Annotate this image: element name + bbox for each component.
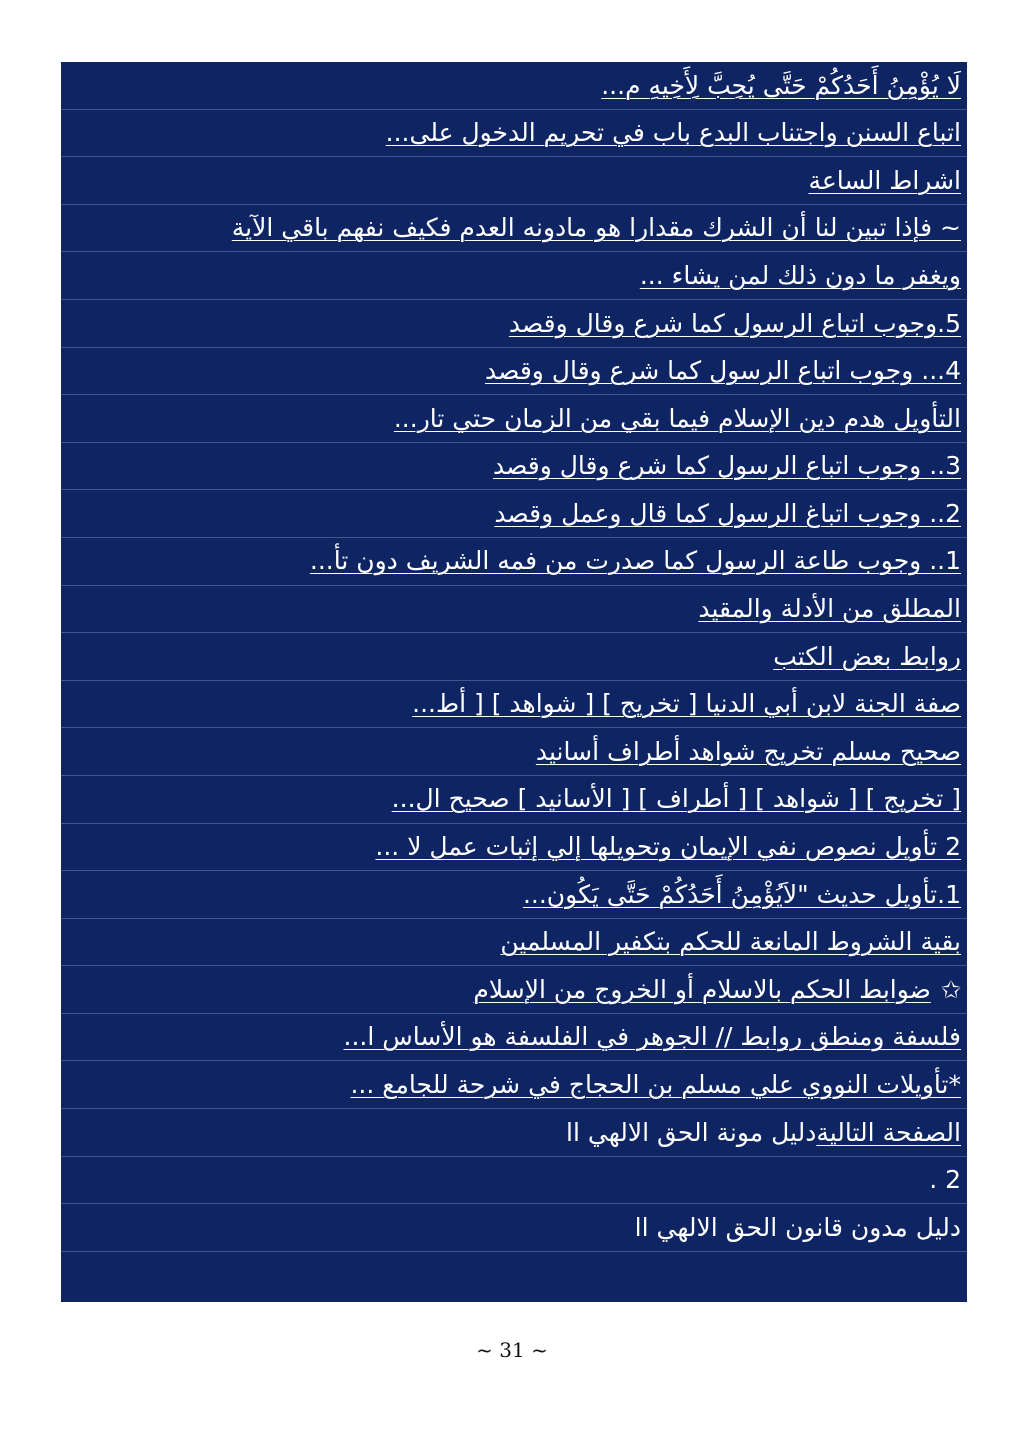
link-sahih-muslim[interactable]: صحيح مسلم تخريج شواهد أطراف أسانيد [535,736,961,766]
empty-row [61,1252,967,1300]
link-baqiyat-alshurut[interactable]: بقية الشروط المانعة للحكم بتكفير المسلمين [500,927,961,957]
link-row-2 [61,110,967,158]
link-ittiba-alsunan[interactable]: اتباع السنن واجتناب البدع باب في تحريم الدخول على... [385,118,961,148]
link-wa-yaghfiru[interactable]: ويغفر ما دون ذلك لمن يشاء ... [639,260,961,290]
link-row-10 [61,490,967,538]
link-la-yuminu[interactable]: لَا يُؤْمِنُ أَحَدُكُمْ حَتَّى يُحِبَّ لِأَخِيهِ م... [601,70,961,100]
link-rawabit-alkutub[interactable]: روابط بعض الكتب [773,641,961,671]
link-row-22 [61,1061,967,1109]
link-altawil-hadm[interactable]: التأويل هدم دين الإسلام فيما بقي من الزمان حتي تار... [393,403,961,433]
link-row-21 [61,1014,967,1062]
link-wujub-5[interactable]: 5.وجوب اتباع الرسول كما شرع وقال وقصد [508,308,961,338]
link-row-17 [61,824,967,872]
star-icon: ✩ [940,975,961,1004]
link-wujub-3[interactable]: 3.. وجوب اتباع الرسول كما شرع وقال وقصد [492,451,961,481]
link-almutlaq[interactable]: المطلق من الأدلة والمقيد [698,594,961,624]
link-row-9 [61,443,967,491]
link-row-14 [61,681,967,729]
link-row-13 [61,633,967,681]
link-row-4 [61,205,967,253]
link-row-24 [61,1157,967,1205]
link-row-25 [61,1204,967,1252]
link-row-7 [61,348,967,396]
link-row-16 [61,776,967,824]
next-page-description: دليل مونة الحق الالهي اا [566,1117,817,1147]
link-alsafha-altaliya[interactable]: الصفحة التالية [816,1117,961,1147]
link-row-5 [61,252,967,300]
link-row-6 [61,300,967,348]
page-number: ~ 31 ~ [476,1338,548,1362]
link-takhrij-shawahid[interactable]: [ تخريج ] [ شواهد ] [ أطراف ] [ الأسانيد ] صحيح ال... [391,784,961,814]
link-row-1 [61,62,967,110]
link-row-11 [61,538,967,586]
page-two-label: 2 . [929,1165,961,1195]
link-row-19 [61,919,967,967]
link-row-3 [61,157,967,205]
link-tawil-hadith[interactable]: 1.تأويل حديث "لاَيُؤْمِنُ أَحَدُكُمْ حَتَّى يَكُون... [522,879,961,909]
link-row-8 [61,395,967,443]
link-sifat-aljanna[interactable]: صفة الجنة لابن أبي الدنيا [ تخريج ] [ شواهد ] [ أط... [412,689,961,719]
link-row-23 [61,1109,967,1157]
link-wujub-2[interactable]: 2.. وجوب اتباغ الرسول كما قال وعمل وقصد [494,498,961,528]
link-row-12 [61,586,967,634]
link-row-18 [61,871,967,919]
link-tawil-nusus[interactable]: 2 تأويل نصوص نفي الإيمان وتحويلها إلي إثبات عمل لا ... [375,832,961,862]
links-panel [61,62,967,1302]
link-fa-idha-tabayyana[interactable]: ~ فإذا تبين لنا أن الشرك مقدارا هو مادونه العدم فكيف نفهم باقي الآية [231,213,961,243]
link-row-20 [61,966,967,1014]
link-falsafa-mantiq[interactable]: فلسفة ومنطق روابط // الجوهر في الفلسفة هو الأساس ا... [343,1022,961,1052]
link-tawilat-alnawawi[interactable]: *تأويلات النووي علي مسلم بن الحجاج في شرحة للجامع ... [350,1070,961,1100]
blog-title: دليل مدون قانون الحق الالهي اا [634,1213,961,1243]
link-ashrat-alsaa[interactable]: اشراط الساعة [808,165,961,195]
link-wujub-1[interactable]: 1.. وجوب طاعة الرسول كما صدرت من فمه الشريف دون تأ... [309,546,961,576]
link-row-15 [61,728,967,776]
link-wujub-4[interactable]: 4... وجوب اتباع الرسول كما شرع وقال وقصد [485,356,961,386]
link-dawabit-alhukm[interactable]: ضوابط الحكم بالاسلام أو الخروج من الإسلام [473,974,931,1004]
